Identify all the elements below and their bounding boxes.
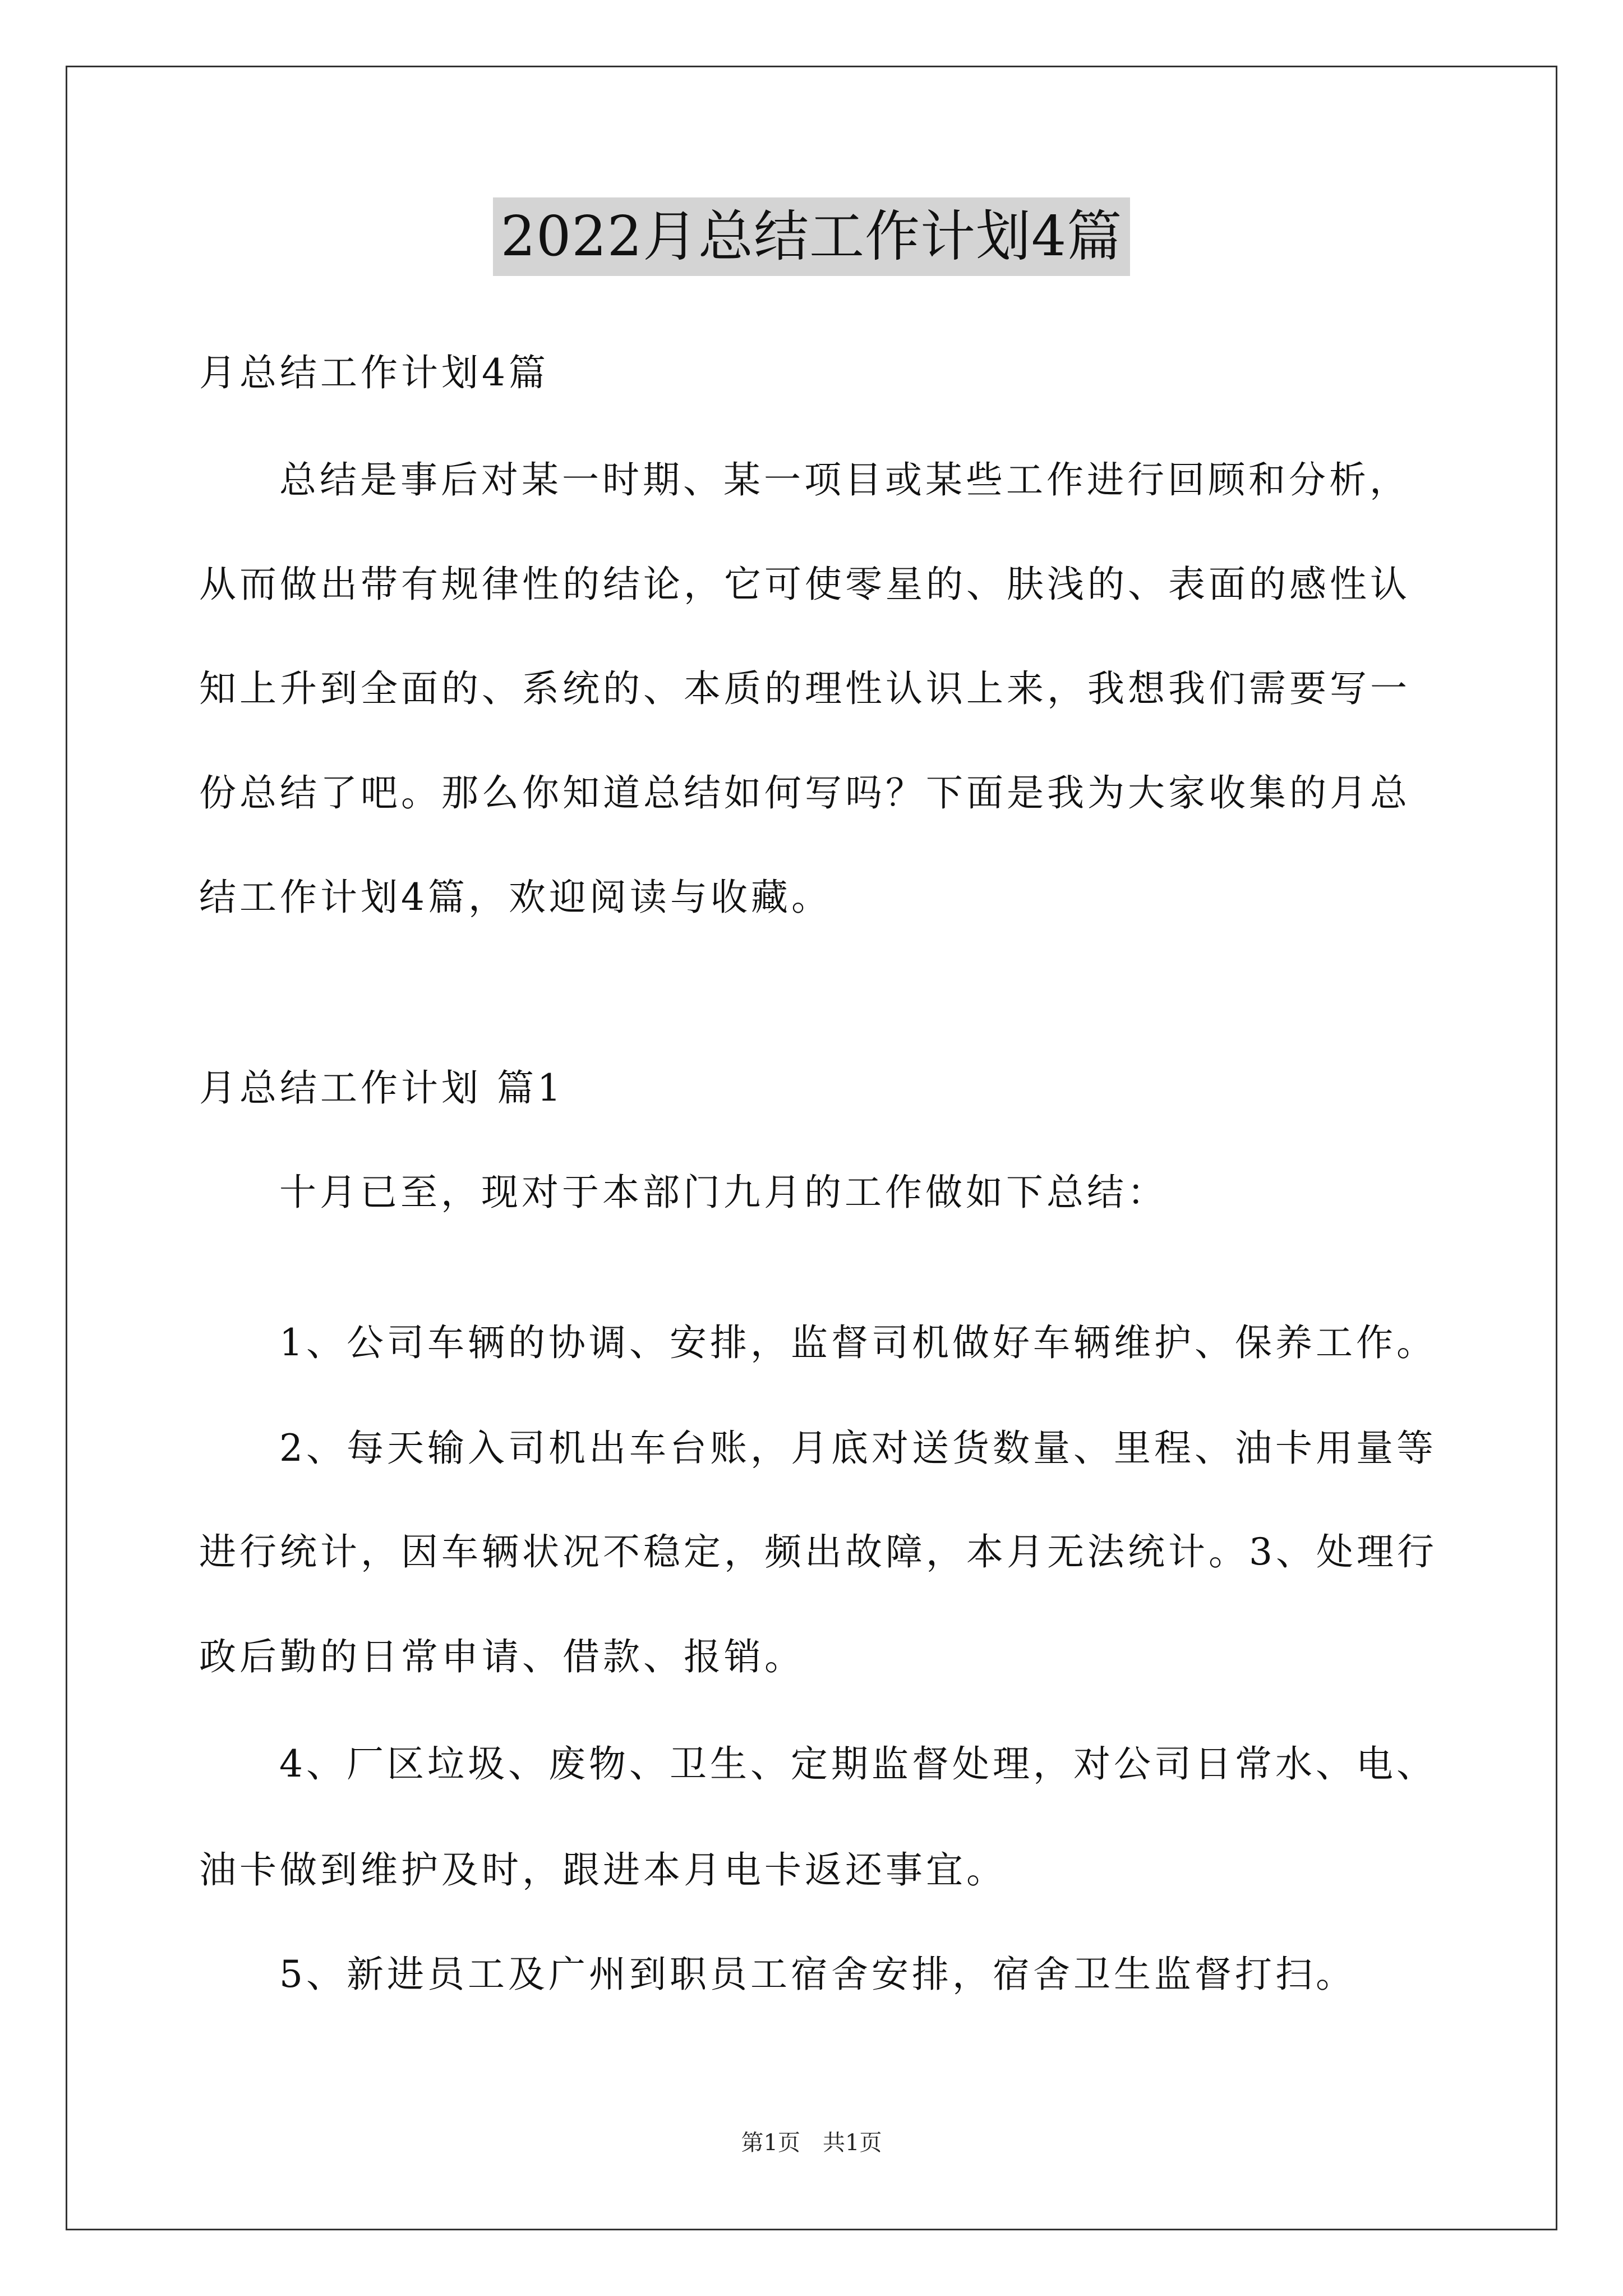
section-1-line-8: 5、新进员工及广州到职员工宿舍安排，宿舍卫生监督打扫。 [279, 1953, 1356, 1996]
intro-line-3: 知上升到全面的、系统的、本质的理性认识上来，我想我们需要写一 [199, 667, 1410, 710]
intro-line-1: 总结是事后对某一时期、某一项目或某些工作进行回顾和分析， [279, 458, 1410, 501]
page-number: 第1页 [741, 2130, 800, 2156]
document-title: 2022月总结工作计划4篇 [493, 197, 1131, 276]
section-1-line-6: 4、厂区垃圾、废物、卫生、定期监督处理，对公司日常水、电、 [279, 1742, 1437, 1786]
intro-line-5: 结工作计划4篇，欢迎阅读与收藏。 [199, 876, 832, 919]
section-1-line-4: 进行统计，因车辆状况不稳定，频出故障，本月无法统计。3、处理行 [199, 1530, 1437, 1573]
section-1-line-3: 2、每天输入司机出车台账，月底对送货数量、里程、油卡用量等 [279, 1427, 1437, 1470]
section-1-line-5: 政后勤的日常申请、借款、报销。 [199, 1635, 805, 1678]
document-subtitle: 月总结工作计划4篇 [199, 351, 549, 394]
section-1-line-2: 1、公司车辆的协调、安排，监督司机做好车辆维护、保养工作。 [279, 1321, 1437, 1364]
section-1-line-1: 十月已至，现对于本部门九月的工作做如下总结： [279, 1171, 1168, 1214]
page-footer [0, 2126, 1623, 2160]
intro-line-4: 份总结了吧。那么你知道总结如何写吗？下面是我为大家收集的月总 [199, 771, 1410, 815]
page-total: 共1页 [823, 2130, 882, 2156]
intro-line-2: 从而做出带有规律性的结论，它可使零星的、肤浅的、表面的感性认 [199, 563, 1410, 606]
title-container [0, 197, 1623, 276]
section-1-line-7: 油卡做到维护及时，跟进本月电卡返还事宜。 [199, 1848, 1007, 1892]
section-1-heading: 月总结工作计划 篇1 [199, 1066, 564, 1110]
